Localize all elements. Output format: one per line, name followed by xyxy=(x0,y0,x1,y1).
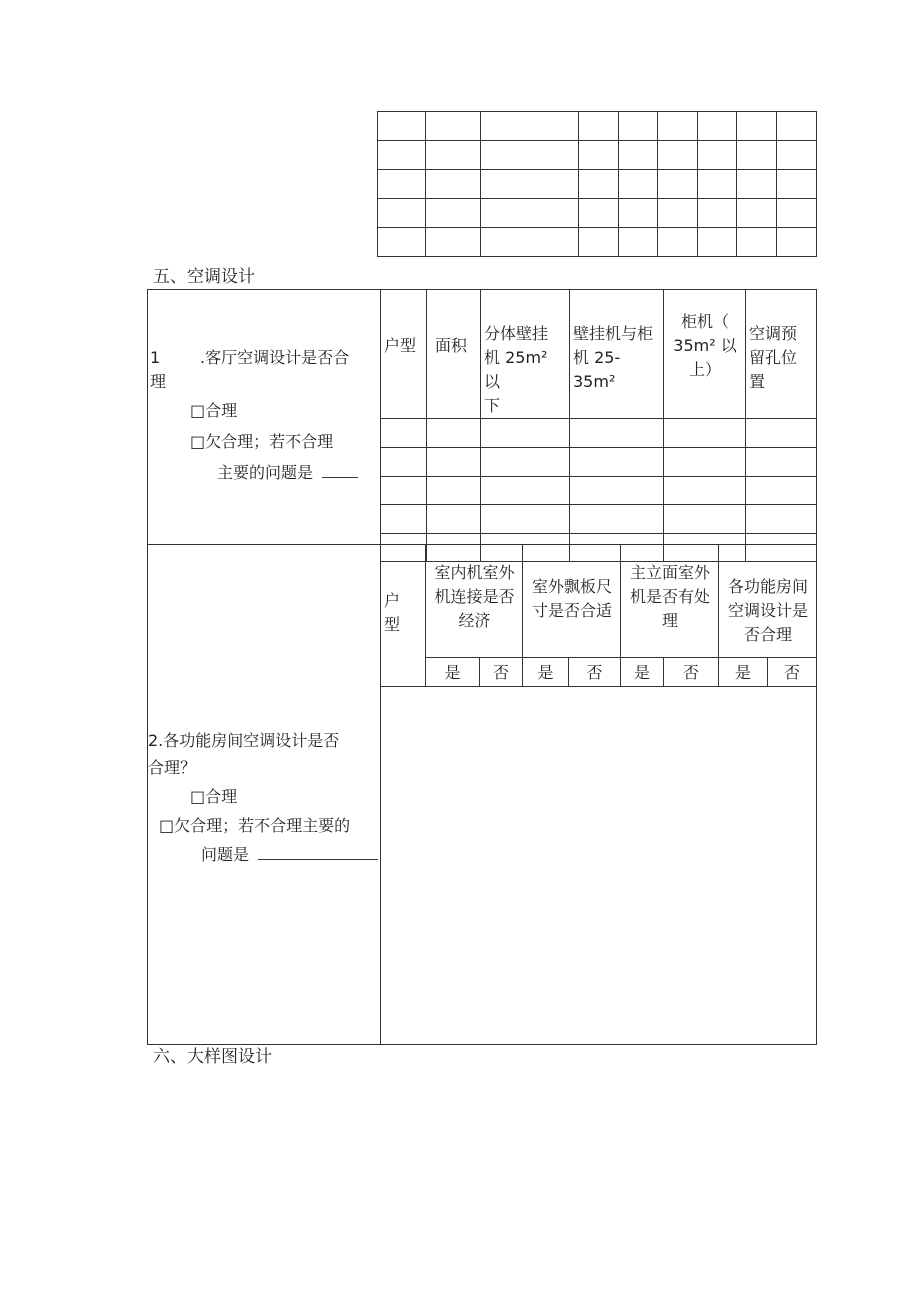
option-unreasonable-checkbox[interactable]: □欠合理；若不合理 xyxy=(190,432,334,451)
no-label: 否 xyxy=(569,658,621,687)
table-row xyxy=(381,448,817,477)
no-label: 否 xyxy=(768,658,817,687)
yes-label: 是 xyxy=(523,658,569,687)
no-label: 否 xyxy=(480,658,523,687)
question-1-text-cont: 理 xyxy=(150,372,167,391)
header-wall-cabinet: 壁挂机与柜 机 25-35m² xyxy=(570,290,664,419)
header-area: 面积 xyxy=(427,290,481,419)
yes-label: 是 xyxy=(621,658,664,687)
section-heading-ac-design: 五、空调设计 xyxy=(153,267,255,287)
table-row xyxy=(381,419,817,448)
option-unreasonable-checkbox[interactable]: □欠合理；若不合理主要的 xyxy=(159,816,351,835)
option-reasonable-checkbox[interactable]: □合理 xyxy=(190,787,238,806)
problem-prefix: 主要的问题是 xyxy=(217,463,314,482)
header-split-wall: 分体壁挂 机 25m² 以 下 xyxy=(481,290,570,419)
table-row xyxy=(378,112,817,141)
living-room-ac-table xyxy=(380,289,817,562)
no-label: 否 xyxy=(664,658,719,687)
header-room-ac: 各功能房间 空调设计是 否合理 xyxy=(719,545,817,658)
question-2-text-cont: 合理？ xyxy=(148,758,197,777)
problem-prefix: 问题是 xyxy=(201,845,250,864)
header-indoor-outdoor: 室内机室外 机连接是否 经济 xyxy=(426,545,523,658)
problem-label xyxy=(217,461,358,485)
question-1-number: 1 xyxy=(150,348,161,367)
header-ac-hole: 空调预 留孔位 置 xyxy=(746,290,817,419)
yes-label: 是 xyxy=(426,658,480,687)
problem-label xyxy=(201,843,378,867)
yes-label: 是 xyxy=(719,658,768,687)
problem-blank[interactable] xyxy=(322,461,358,478)
yes-no-row xyxy=(381,658,817,687)
header-unit-type: 户 型 xyxy=(381,545,426,687)
table-row xyxy=(381,505,817,534)
table-header-row xyxy=(381,290,817,419)
table-row xyxy=(381,477,817,505)
section-heading-detail-drawing: 六、大样图设计 xyxy=(153,1047,272,1067)
header-unit-type: 户型 xyxy=(381,290,427,419)
top-grid-table xyxy=(377,111,817,257)
question-1-text: .客厅空调设计是否合 xyxy=(200,348,350,367)
table-header-row xyxy=(381,545,817,658)
header-cabinet: 柜机（ 35m² 以 上） xyxy=(664,290,746,419)
table-row xyxy=(378,228,817,257)
question-2-text: 2.各功能房间空调设计是否 xyxy=(148,731,340,750)
problem-blank[interactable] xyxy=(258,843,378,860)
room-ac-check-table xyxy=(380,544,817,687)
option-reasonable-checkbox[interactable]: □合理 xyxy=(190,401,238,420)
header-outdoor-panel: 室外飘板尺 寸是否合适 xyxy=(523,545,621,658)
header-facade-unit: 主立面室外 机是否有处 理 xyxy=(621,545,719,658)
table-row xyxy=(378,170,817,199)
table-row xyxy=(378,199,817,228)
table-row xyxy=(378,141,817,170)
